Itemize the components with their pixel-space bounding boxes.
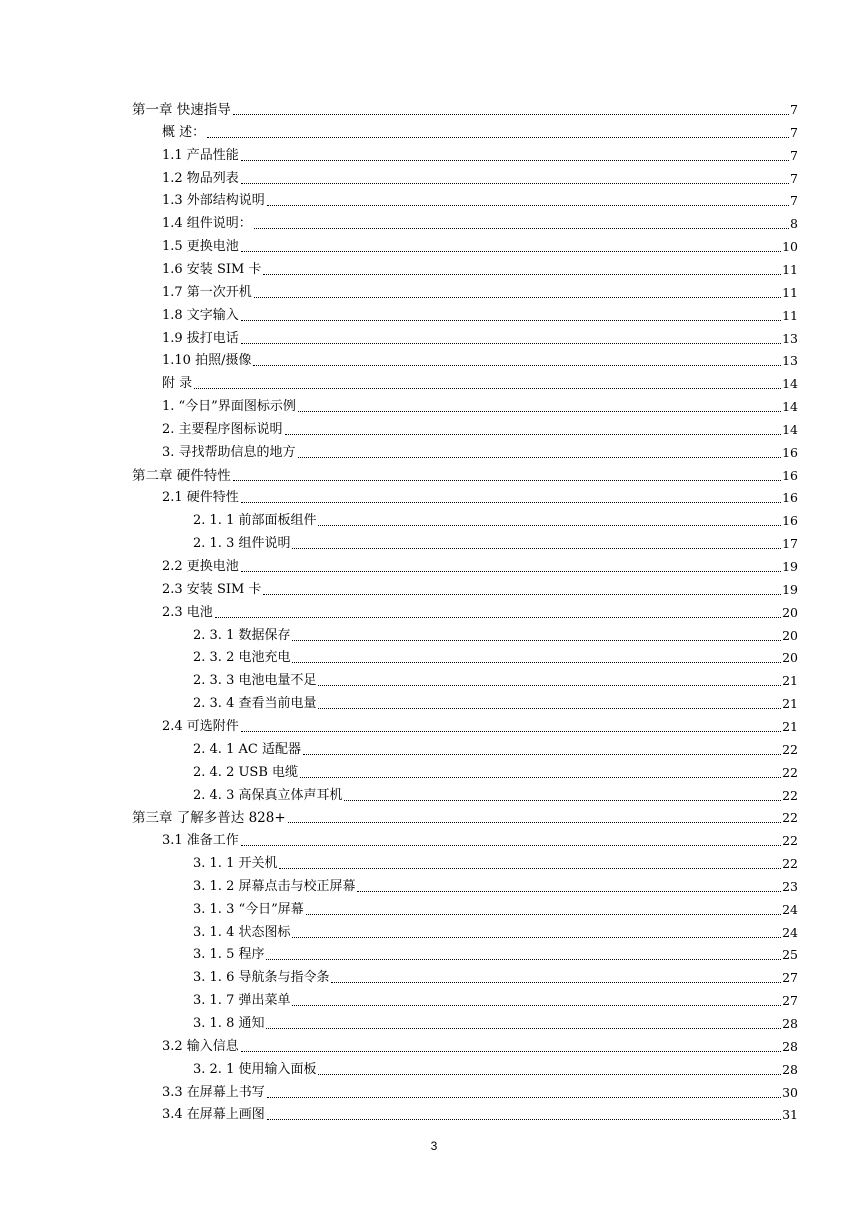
toc-entry[interactable]	[0, 736, 798, 758]
toc-entry-page-number: 19	[782, 559, 798, 574]
toc-entry-page-number: 14	[782, 421, 798, 437]
toc-entry[interactable]	[0, 850, 798, 872]
toc-entry[interactable]	[0, 782, 798, 804]
toc-entry-title: 2. 4. 2 USB 电缆	[193, 764, 299, 780]
toc-entry-page-number: 7	[790, 193, 798, 209]
toc-entry-title: 1.8 文字输入	[162, 307, 239, 323]
toc-entry-page-number: 25	[782, 947, 798, 963]
toc-entry-page-number: 22	[782, 741, 798, 757]
toc-entry-page-number: 30	[782, 1084, 798, 1100]
toc-entry[interactable]	[0, 1079, 798, 1101]
toc-entry-title: 3.4 在屏幕上画图	[162, 1107, 265, 1123]
toc-entry-page-number: 13	[782, 353, 798, 369]
dot-leader	[292, 662, 781, 663]
toc-entry-title: 3. 1. 4 状态图标	[193, 924, 291, 940]
toc-entry[interactable]	[0, 804, 798, 826]
toc-entry-page-number: 14	[782, 376, 798, 392]
toc-entry[interactable]	[0, 553, 798, 575]
toc-entry-page-number: 21	[782, 718, 798, 734]
dot-leader	[253, 365, 781, 366]
toc-entry-title: 3. 1. 3 “今日”屏幕	[193, 901, 304, 917]
toc-entry-title: 2. 3. 4 查看当前电量	[193, 696, 317, 712]
toc-entry-page-number: 16	[782, 513, 798, 529]
toc-entry-title: 3. 2. 1 使用输入面板	[193, 1061, 317, 1077]
toc-entry[interactable]	[0, 759, 798, 781]
toc-entry-page-number: 20	[782, 650, 798, 666]
dot-leader	[241, 502, 781, 503]
toc-entry-title: 2.2 更换电池	[162, 559, 239, 574]
toc-entry[interactable]	[0, 439, 798, 461]
toc-entry[interactable]	[0, 256, 798, 278]
dot-leader	[357, 891, 781, 892]
toc-entry[interactable]	[0, 713, 798, 735]
toc-entry-title: 3. 1. 8 通知	[193, 1016, 265, 1031]
toc-entry[interactable]	[0, 187, 798, 209]
toc-entry-title: 1.1 产品性能	[162, 147, 239, 163]
toc-entry-title: 2.3 安装 SIM 卡	[162, 581, 262, 597]
dot-leader	[233, 114, 789, 115]
toc-entry[interactable]	[0, 484, 798, 506]
toc-entry-page-number: 20	[782, 604, 798, 620]
toc-entry[interactable]	[0, 667, 798, 689]
toc-entry-title: 2. 主要程序图标说明	[162, 421, 283, 437]
toc-entry-title: 2. 1. 1 前部面板组件	[193, 513, 317, 529]
toc-entry-page-number: 31	[782, 1107, 798, 1123]
dot-leader	[267, 1097, 781, 1098]
toc-entry-page-number: 22	[782, 810, 798, 826]
toc-entry-page-number: 13	[782, 330, 798, 346]
dot-leader	[241, 160, 789, 161]
toc-entry-title: 3. 1. 7 弹出菜单	[193, 993, 291, 1009]
toc-entry-title: 附 录	[162, 376, 193, 392]
toc-entry-page-number: 24	[782, 924, 798, 940]
dot-leader	[285, 434, 782, 435]
dot-leader	[263, 274, 781, 275]
toc-entry-page-number: 21	[782, 696, 798, 712]
toc-entry-page-number: 27	[782, 993, 798, 1009]
dot-leader	[298, 411, 781, 412]
dot-leader	[266, 959, 781, 960]
toc-entry[interactable]	[0, 210, 798, 232]
toc-entry[interactable]	[0, 279, 798, 301]
dot-leader	[241, 1051, 781, 1052]
toc-entry-title: 3.2 输入信息	[162, 1038, 239, 1054]
toc-entry-title: 2.4 可选附件	[162, 718, 239, 734]
toc-entry-page-number: 19	[782, 581, 798, 597]
toc-entry[interactable]	[0, 1056, 798, 1078]
dot-leader	[241, 845, 781, 846]
page-number: 3	[430, 1139, 438, 1153]
toc-entry-title: 1.9 拔打电话	[162, 330, 239, 346]
toc-entry-page-number: 28	[782, 1038, 798, 1054]
dot-leader	[254, 228, 789, 229]
toc-entry-title: 2. 4. 1 AC 适配器	[193, 741, 301, 757]
toc-entry-title: 3. 1. 6 导航条与指令条	[193, 970, 330, 986]
toc-entry-title: 3. 1. 1 开关机	[193, 856, 278, 872]
dot-leader	[331, 982, 781, 983]
toc-entry[interactable]	[0, 416, 798, 438]
toc-entry-title: 3.3 在屏幕上书写	[162, 1084, 265, 1100]
toc-entry-title: 2.1 硬件特性	[162, 490, 239, 506]
toc-entry-title: 2. 3. 1 数据保存	[193, 627, 291, 643]
toc-entry[interactable]	[0, 919, 798, 941]
toc-entry[interactable]	[0, 1101, 798, 1123]
dot-leader	[215, 617, 781, 618]
toc-entry-title: 1. “今日”界面图标示例	[162, 399, 296, 415]
toc-entry[interactable]	[0, 142, 798, 164]
toc-entry-page-number: 10	[782, 239, 798, 255]
toc-entry[interactable]	[0, 576, 798, 598]
dot-leader	[233, 480, 781, 481]
toc-entry-title: 1.7 第一次开机	[162, 284, 252, 300]
toc-entry[interactable]	[0, 599, 798, 621]
toc-entry-title: 3.1 准备工作	[162, 833, 239, 849]
toc-entry-title: 2. 4. 3 高保真立体声耳机	[193, 787, 343, 803]
dot-leader	[254, 297, 781, 298]
toc-entry-page-number: 8	[790, 216, 798, 232]
toc-entry[interactable]	[0, 302, 798, 324]
toc-entry-page-number: 27	[782, 970, 798, 986]
toc-entry-page-number: 14	[782, 399, 798, 415]
dot-leader	[298, 457, 782, 458]
dot-leader	[263, 594, 781, 595]
toc-entry[interactable]	[0, 1010, 798, 1032]
toc-entry-page-number: 11	[782, 284, 798, 300]
dot-leader	[241, 251, 781, 252]
dot-leader	[300, 777, 781, 778]
toc-entry[interactable]	[0, 622, 798, 644]
toc-entry-page-number: 11	[782, 307, 798, 323]
toc-entry[interactable]	[0, 530, 798, 552]
dot-leader	[267, 1119, 781, 1120]
toc-entry-title: 2. 3. 2 电池充电	[193, 650, 291, 666]
toc-entry-page-number: 22	[782, 856, 798, 872]
dot-leader	[344, 800, 781, 801]
toc-entry-page-number: 22	[782, 833, 798, 849]
dot-leader	[241, 320, 781, 321]
toc-entry[interactable]	[0, 462, 798, 484]
toc-entry-title: 2.3 电池	[162, 604, 213, 620]
toc-entry-title: 1.4 组件说明：	[162, 216, 252, 232]
toc-entry-title: 第三章 了解多普达 828+	[132, 810, 286, 827]
toc-entry-page-number: 24	[782, 901, 798, 917]
dot-leader	[306, 914, 781, 915]
dot-leader	[318, 1074, 781, 1075]
toc-entry-page-number: 7	[790, 170, 798, 186]
dot-leader	[266, 1028, 781, 1029]
toc-entry-page-number: 7	[790, 102, 798, 117]
toc-entry-page-number: 21	[782, 673, 798, 689]
toc-entry-page-number: 16	[782, 490, 798, 506]
toc-entry[interactable]	[0, 941, 798, 963]
toc-entry[interactable]	[0, 165, 798, 187]
dot-leader	[241, 571, 781, 572]
dot-leader	[279, 868, 781, 869]
toc-entry[interactable]	[0, 96, 798, 118]
toc-entry[interactable]	[0, 1033, 798, 1055]
dot-leader	[318, 708, 781, 709]
toc-entry-page-number: 28	[782, 1016, 798, 1031]
toc-entry-page-number: 20	[782, 627, 798, 643]
toc-entry[interactable]	[0, 507, 798, 529]
toc-entry-title: 概 述：	[162, 124, 206, 140]
toc-entry-title: 1.3 外部结构说明	[162, 193, 265, 209]
dot-leader	[292, 640, 781, 641]
dot-leader	[303, 754, 781, 755]
toc-entry[interactable]	[0, 347, 798, 369]
toc-entry-page-number: 17	[782, 536, 798, 552]
toc-entry-page-number: 11	[782, 261, 798, 277]
toc-entry-title: 1.5 更换电池	[162, 239, 239, 255]
toc-entry[interactable]	[0, 119, 798, 141]
toc-entry-page-number: 7	[790, 124, 798, 140]
toc-entry-title: 3. 1. 5 程序	[193, 947, 265, 963]
dot-leader	[318, 685, 781, 686]
toc-entry-title: 1.10 拍照/摄像	[162, 353, 252, 369]
toc-entry-title: 3. 1. 2 屏幕点击与校正屏幕	[193, 878, 356, 894]
toc-entry-title: 1.6 安装 SIM 卡	[162, 261, 262, 277]
toc-entry[interactable]	[0, 964, 798, 986]
toc-entry-page-number: 23	[782, 878, 798, 894]
toc-entry[interactable]	[0, 827, 798, 849]
toc-entry-page-number: 28	[782, 1061, 798, 1077]
toc-entry[interactable]	[0, 393, 798, 415]
toc-entry[interactable]	[0, 644, 798, 666]
toc-entry[interactable]	[0, 233, 798, 255]
toc-entry[interactable]	[0, 370, 798, 392]
dot-leader	[292, 548, 781, 549]
toc-entry[interactable]	[0, 690, 798, 712]
toc-entry-page-number: 22	[782, 764, 798, 780]
dot-leader	[267, 205, 789, 206]
toc-entry[interactable]	[0, 325, 798, 347]
dot-leader	[292, 1005, 781, 1006]
toc-entry-title: 2. 1. 3 组件说明	[193, 536, 291, 552]
toc-entry[interactable]	[0, 896, 798, 918]
toc-entry-page-number: 16	[782, 467, 798, 483]
dot-leader	[288, 822, 781, 823]
toc-entry-title: 2. 3. 3 电池电量不足	[193, 673, 317, 689]
toc-entry[interactable]	[0, 873, 798, 895]
dot-leader	[241, 343, 781, 344]
toc-entry[interactable]	[0, 987, 798, 1009]
toc-entry-title: 1.2 物品列表	[162, 170, 239, 186]
dot-leader	[194, 388, 781, 389]
dot-leader	[207, 137, 789, 138]
dot-leader	[241, 731, 781, 732]
toc-entry-page-number: 16	[782, 444, 798, 460]
dot-leader	[292, 937, 781, 938]
toc-entry-title: 第二章 硬件特性	[132, 467, 231, 484]
toc-entry-title: 第一章 快速指导	[132, 102, 231, 118]
toc-entry-page-number: 7	[790, 147, 798, 163]
dot-leader	[318, 525, 781, 526]
dot-leader	[241, 183, 789, 184]
toc-entry-page-number: 22	[782, 787, 798, 803]
toc-entry-title: 3. 寻找帮助信息的地方	[162, 444, 296, 460]
